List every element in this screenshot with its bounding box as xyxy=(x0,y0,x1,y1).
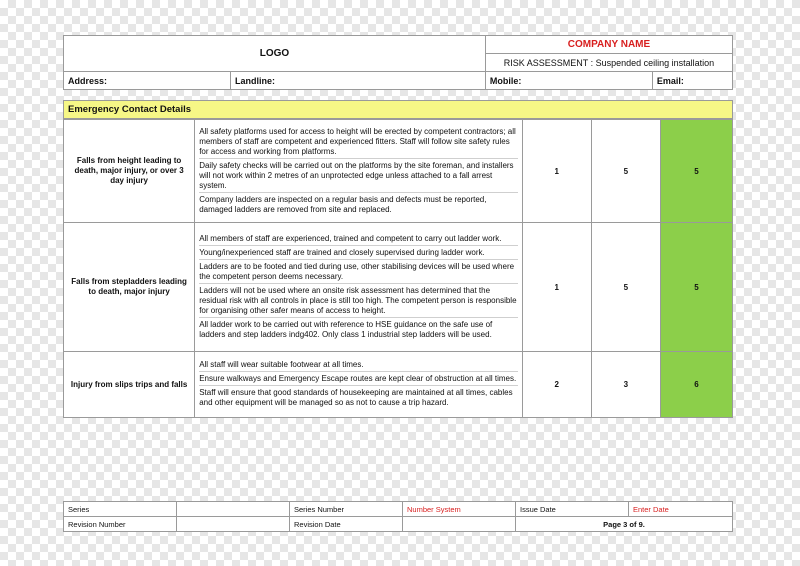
control-text: Company ladders are inspected on a regular basis and defects must be reported, damaged ladders are removed from site and replaced. xyxy=(199,194,487,214)
header-table xyxy=(63,35,733,90)
footer-table xyxy=(63,501,733,532)
mobile-label: Mobile: xyxy=(485,72,652,90)
risk-assessment-title: RISK ASSESSMENT : Suspended ceiling installation xyxy=(485,54,732,72)
enter-date: Enter Date xyxy=(629,502,733,517)
controls-cell xyxy=(195,352,522,418)
control-text: All safety platforms used for access to height will be erected by competent contractors; all members of staff are competent and experienced fitters. Staff will follow site safety rules for access and working from platforms. xyxy=(199,127,517,159)
risk-score-cell: 5 xyxy=(660,120,732,223)
revision-number-value xyxy=(177,517,290,532)
landline-label: Landline: xyxy=(231,72,486,90)
hazard-cell: Injury from slips trips and falls xyxy=(64,352,195,418)
page-number: Page 3 of 9. xyxy=(516,517,733,532)
control-text: Young/inexperienced staff are trained and closely supervised during ladder work. xyxy=(199,248,517,260)
control-text: Ladders are to be footed and tied during use, other stabilising devices will be used where the competent person deems necessary. xyxy=(199,262,517,284)
control-text: All staff will wear suitable footwear at all times. xyxy=(199,360,517,372)
risk-table xyxy=(63,119,733,418)
control-text: Staff will ensure that good standards of housekeeping are maintained at all times, cables and other equipment will be managed so as not to cause a trip hazard. xyxy=(199,388,513,407)
table-row xyxy=(64,120,733,223)
severity-cell: 5 xyxy=(591,223,660,352)
control-text: All members of staff are experienced, trained and competent to carry out ladder work. xyxy=(199,234,517,246)
control-text: Ladders will not be used where an onsite risk assessment has determined that the residual risk with all controls in place is still too high. The competent person is responsible for organising other safer means of access to height. xyxy=(199,286,517,318)
risk-score-cell: 6 xyxy=(660,352,732,418)
series-label: Series xyxy=(64,502,177,517)
hazard-cell: Falls from stepladders leading to death, major injury xyxy=(64,223,195,352)
control-text: Daily safety checks will be carried out on the platforms by the site foreman, and installers will not work within 2 metres of an unprotected edge unless attached to a fall arrest system. xyxy=(199,161,517,193)
table-row xyxy=(64,352,733,418)
number-system: Number System xyxy=(403,502,516,517)
revision-number-label: Revision Number xyxy=(64,517,177,532)
issue-date-label: Issue Date xyxy=(516,502,629,517)
severity-cell: 3 xyxy=(591,352,660,418)
hazard-cell: Falls from height leading to death, major injury, or over 3 day injury xyxy=(64,120,195,223)
address-label: Address: xyxy=(64,72,231,90)
table-row xyxy=(64,223,733,352)
email-label: Email: xyxy=(652,72,732,90)
controls-cell xyxy=(195,120,522,223)
control-text: Ensure walkways and Emergency Escape routes are kept clear of obstruction at all times. xyxy=(199,374,517,386)
likelihood-cell: 2 xyxy=(522,352,591,418)
emergency-contact-bar xyxy=(63,100,733,119)
risk-score-cell: 5 xyxy=(660,223,732,352)
likelihood-cell: 1 xyxy=(522,120,591,223)
series-number-label: Series Number xyxy=(290,502,403,517)
revision-date-label: Revision Date xyxy=(290,517,403,532)
section-title: Emergency Contact Details xyxy=(64,101,733,119)
revision-date-value xyxy=(403,517,516,532)
likelihood-cell: 1 xyxy=(522,223,591,352)
control-text: All ladder work to be carried out with reference to HSE guidance on the safe use of ladders and step ladders indg402. Only class 1 industrial step ladders will be used. xyxy=(199,319,493,339)
series-value xyxy=(177,502,290,517)
company-name: COMPANY NAME xyxy=(485,36,732,54)
severity-cell: 5 xyxy=(591,120,660,223)
logo: LOGO xyxy=(64,36,486,72)
controls-cell xyxy=(195,223,522,352)
